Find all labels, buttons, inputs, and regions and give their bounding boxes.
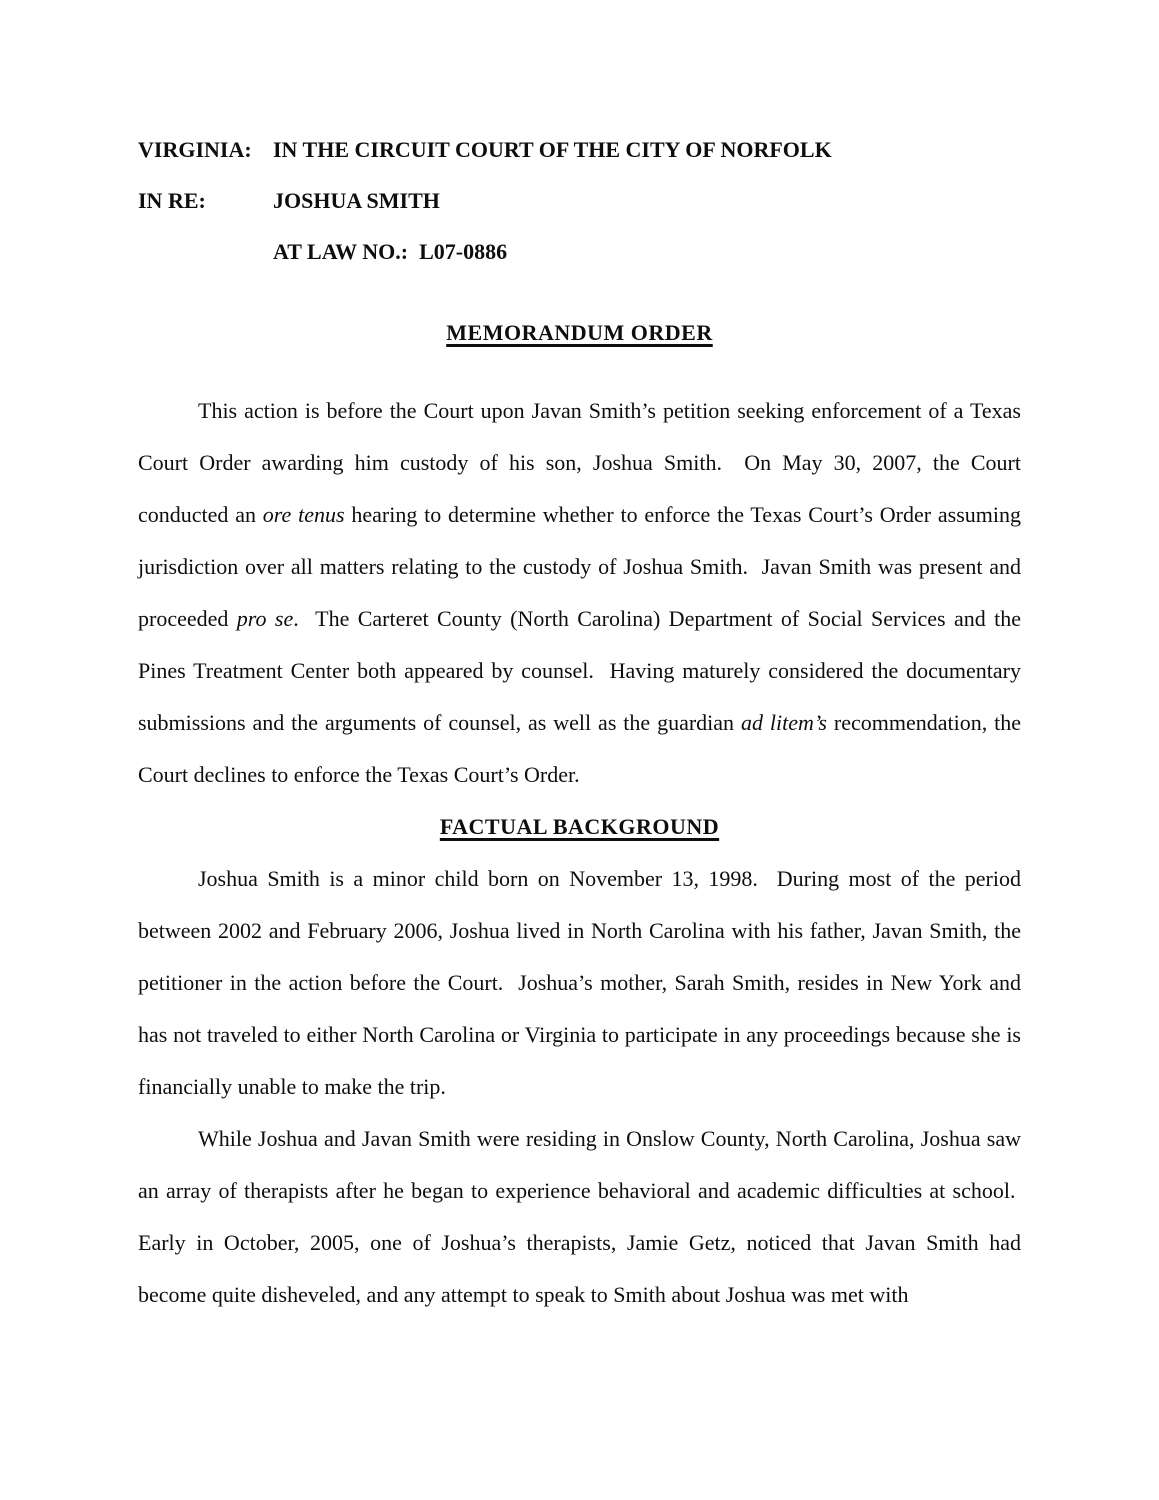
caption-label-virginia: VIRGINIA: bbox=[138, 137, 252, 162]
caption-value-party-name: JOSHUA SMITH bbox=[273, 188, 440, 213]
text-run: hearing to determine whether to enforce the Texas Court’s Order assuming jurisdiction over all matters relating to the custody of Joshua Smith. Javan Smith was present and proceeded bbox=[138, 502, 1022, 631]
section-heading-factual-background bbox=[138, 801, 1021, 853]
caption-value-case-number: AT LAW NO.: L07-0886 bbox=[273, 239, 508, 264]
case-caption bbox=[138, 124, 1021, 277]
text-run: . The Carteret County (North Carolina) Department of Social Services and the Pines Treatment Center both appeared by counsel. Having maturely considered the documentary submissions and the arguments of counsel, as well as the guardian bbox=[138, 606, 1021, 735]
text-run: pro se bbox=[236, 606, 294, 631]
paragraph-factual-background-2 bbox=[138, 1113, 1021, 1321]
caption-label-blank bbox=[138, 226, 273, 277]
caption-row-in-re bbox=[138, 175, 1021, 226]
text-run: Joshua Smith is a minor child born on November 13, 1998. During most of the period between 2002 and February 2006, Joshua lived in North Carolina with his father, Javan Smith, the petitioner in the action before the Court. Joshua’s mother, Sarah Smith, resides in New York and has not traveled to either North Carolina or Virginia to participate in any proceedings because she is financially unable to make the trip. bbox=[138, 866, 1021, 1099]
document-title bbox=[138, 307, 1021, 358]
text-run: This action is before the Court upon Javan Smith’s petition seeking enforcement of a Texas Court Order awarding him custody of his son, Joshua Smith. On May 30, 2007, the Court conducted an bbox=[138, 398, 1021, 527]
text-run: ore tenus bbox=[262, 502, 345, 527]
caption-row-case-number bbox=[138, 226, 1021, 277]
text-run: recommendation, the Court declines to enforce the Texas Court’s Order. bbox=[138, 710, 1022, 787]
section-heading-text: FACTUAL BACKGROUND bbox=[439, 814, 720, 839]
caption-row-court bbox=[138, 124, 1021, 175]
caption-value-court-name: IN THE CIRCUIT COURT OF THE CITY OF NORFOLK bbox=[273, 137, 832, 162]
text-run: While Joshua and Javan Smith were residing in Onslow County, North Carolina, Joshua saw an array of therapists after he began to experience behavioral and academic difficulties at school. Early in October, 2005, one of Joshua’s therapists, Jamie Getz, noticed that Javan Smith had become quite disheveled, and any attempt to speak to Smith about Joshua was met with bbox=[138, 1126, 1021, 1307]
paragraph-intro bbox=[138, 385, 1021, 801]
document-body bbox=[138, 385, 1021, 1321]
document-title-text: MEMORANDUM ORDER bbox=[446, 320, 713, 345]
paragraph-factual-background-1 bbox=[138, 853, 1021, 1113]
text-run: ad litem’s bbox=[740, 710, 827, 735]
caption-label-in-re: IN RE: bbox=[138, 188, 206, 213]
